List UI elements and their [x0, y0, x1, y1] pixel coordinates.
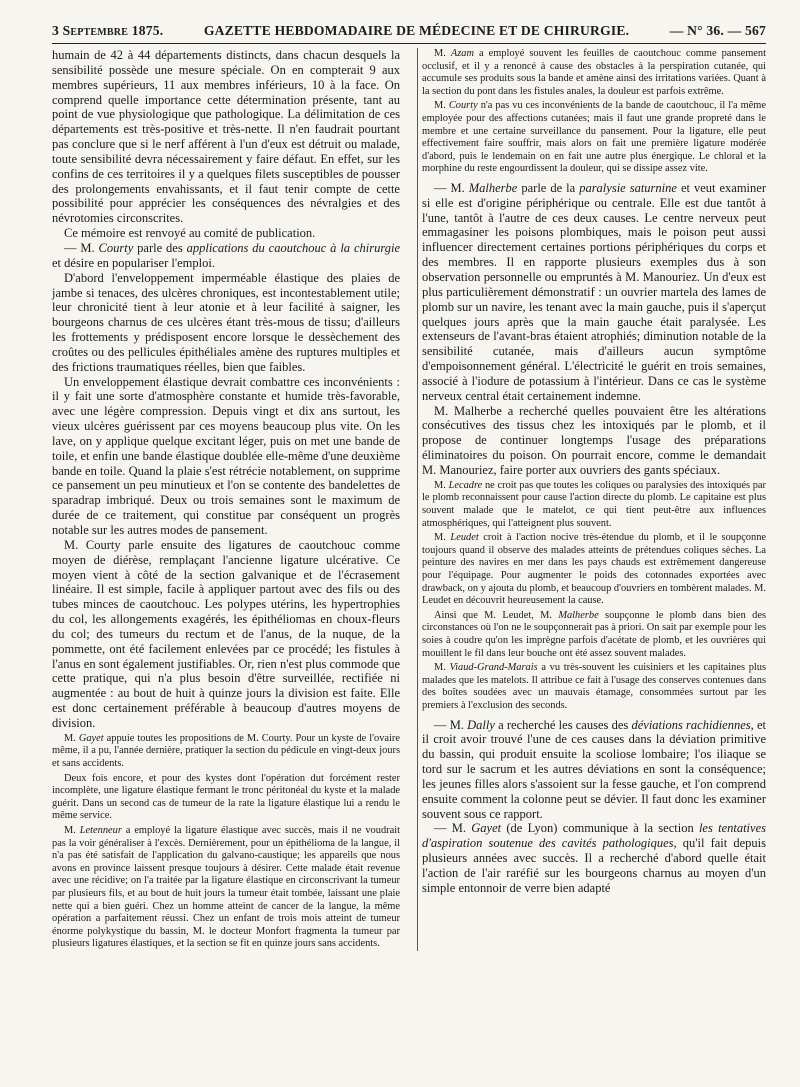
speaker-name: Courty	[98, 240, 134, 255]
paragraph-malherbe: — M. Malherbe parle de la paralysie saturnine et veut examiner si elle est d'origine périphérique ou centrale. Elle est due tantôt à l'une, tantôt à l'autre de ces deux causes. Le centre nerveux peut emmagasiner les poisons plombiques, mais le poison peut aussi influencer directement certaines portions périphériques du corps et des membres. Il en rapporte plusieurs exemples dus à son observation personnelle ou empruntés à M. Manouriez. Un d'eux est plus particulièrement démonstratif : un ouvrier martela des lames de plomb sur un navire, les tenant avec la main gauche, puis il s'aperçut quelques jours après que la main gauche était paralysée. Les extenseurs de l'avant-bras étaient atrophiés; diminution notable de la sensibilité cutanée, mais d'ailleurs aucun symptôme d'empoisonnement général. L'électricité le guérit en trois semaines, associé à l'iodure de potassium à l'intérieur. Dans ce cas le système nerveux central était certainement indemne.	[422, 180, 766, 403]
date-month: Septembre	[62, 23, 129, 38]
paragraph-letenneur: M. Letenneur a employé la ligature élastique avec succès, mais il ne voudrait pas la voir généraliser à l'excès. Dernièrement, pour un épithélioma de la langue, il n'a pas été satisfait de l'application du galvano-caustique; les appareils que nous avons en province laissent presque toujours à désirer. Cette malade était revenue avec une récidive; on l'a traitée par la ligature élastique en circonscrivant la tumeur par plusieurs fils, et au bout de huit jours la tumeur était tombée, laissant une plaie nette qui a bien guéri. Chez un homme atteint de cancer de la langue, la même opération a parfaitement réussi. Chez un enfant de trois mois atteint de tumeur énorme polykystique du bassin, M. le docteur Monfort fragmenta la tumeur par plusieurs ligatures élastiques, et la section se fit en quinze jours sans accidents.	[52, 824, 400, 950]
paragraph-kystes: Deux fois encore, et pour des kystes dont l'opération dut forcément rester incomplète, une ligature élastique fermant le tronc péritonéal du kyste et la malade guérit. Dans un second cas de tumeur de la rate la ligature élastique lui a rendu le même service.	[52, 772, 400, 822]
speaker-name: Courty	[448, 100, 478, 112]
paragraph-malherbe-tissues: M. Malherbe a recherché quelles pouvaient être les altérations consécutives des tissus chez les intoxiqués par le plomb, et il propose de continuer longtemps l'usage des préparations éliminatoires du poison. On pourrait encore, comme le demandait M. Manouriez, faire porter aux ouvriers des gants spéciaux.	[422, 403, 766, 477]
paragraph-lecadre: M. Lecadre ne croit pas que toutes les coliques ou paralysies des intoxiqués par le plomb reconnaissent pour cause l'action directe du plomb. Le capitaine est plus souvent malade que le matelot, ce qui tient peut-être aux influences atmosphériques, qui l'atteignent plus souvent.	[422, 479, 767, 529]
speaker-name: Gayet	[471, 821, 502, 836]
date-year: 1875.	[131, 23, 164, 38]
right-column	[417, 48, 766, 951]
paragraph-leudet: M. Leudet croit à l'action nocive très-étendue du plomb, et il le soupçonne toujours quand il observe des malades atteints de prétendues coliques sèches. La peinture des navires en mer dans les pays chauds est extrêmement dangereuse pour l'équipage. Pour augmenter le poids des cotonnades exportées avec drawback, on y ajouta du plomb, et beaucoup d'ouvriers en tombèrent malades. M. Leudet en découvrit heureusement la cause.	[422, 532, 766, 607]
topic-title: les tentatives d'aspiration soutenue des cavités pathologiques	[422, 821, 766, 851]
paragraph-ulcers: D'abord l'enveloppement imperméable élastique des plaies de jambe si tenaces, des ulcères chroniques, est incontestablement utile; leur chronicité tient à leur atonie et à leur facilité à saigner, les bourgeons charnus de ces ulcères étant très-mous de tissu; d'ailleurs les frottements y prédisposent encore lorsque le dessèchement des croûtes ou des pellicules épithéliales amène des ruptures multiples et des frictions traumatiques réelles, bien que faibles.	[52, 270, 400, 374]
columns	[52, 44, 766, 951]
paragraph-referral: Ce mémoire est renvoyé au comité de publication.	[64, 226, 316, 241]
paragraph-ligatures: M. Courty parle ensuite des ligatures de caoutchouc comme moyen de diérèse, remplaçant l'ancienne ligature ulcérative. Ce moyen vient à côté de la section galvanique et de l'écrasement linéaire. Il est simple, facile à appliquer partout avec des fils ou des tubes minces de caoutchouc. Les polypes utérins, les hypertrophies du col, les allongements exagérés, les épithéliomas en choux-fleurs du col; des tumeurs du rectum et de l'anus, de la nuque, de la pommette, ont été facilement enlevées par ce procédé; les fistules à l'anus en sont également justifiables. Or, rien n'est plus commode que cette pratique, qui n'a plus besoin d'être surveillée, rectifiée ni augmentée : au bout de huit à quinze jours la division est faite. Elle est donc certainement préférable à beaucoup d'autres moyens de division.	[52, 537, 400, 730]
speaker-name: Lecadre	[448, 479, 483, 491]
issue-number: — N° 36. —	[669, 23, 742, 38]
paragraph-dally: — M. Dally a recherché les causes des déviations rachidiennes, et il croit avoir trouvé l'une de ces causes dans la déviation primitive du bassin, qui produit ensuite la scoliose lombaire; l'os iliaque se tord sur le sacrum et les autres déviations en sont la conséquence; les jeunes filles alors s'assoient sur la fesse gauche, et l'on comprend ensuite comment la colonne peut se dévier. Il faut donc les examiner souvent sous ce rapport.	[422, 717, 766, 821]
topic-title: applications du caoutchouc à la chirurgie	[186, 240, 400, 255]
paragraph-sensibility: humain de 42 à 44 départements distincts, dans chacun desquels la sensibilité possède une mesure spéciale. On en compterait 9 aux membres supérieurs, 11 aux membres inférieurs, 10 à la face. On comprend quelle importance cette détermination présente, tant au point de vue physiologique que pathologique. La délimitation de ces départements est très-positive et très-nette. Il n'en faudrait pourtant pas conclure que si le nerf afférent à l'un d'eux est détruit ou malade, toute sensibilité devra nécessairement y faire défaut. En effet, sur les confins de ces territoires il y a quelques filets susceptibles de pousser des prolongements envahissants, et il faut tenir compte de cette possibilité pour apprécier les conséquences des névralgies et des névrotomies circonscrites.	[52, 48, 400, 226]
paragraph-courty-intro: — M. Courty parle des applications du caoutchouc à la chirurgie et désire en populariser l'emploi.	[52, 240, 400, 270]
speaker-name: Gayet	[78, 732, 104, 744]
topic-title: paralysie saturnine	[579, 180, 677, 195]
paragraph-azam: M. Azam a employé souvent les feuilles de caoutchouc comme pansement occlusif, et il y a renoncé à cause des obstacles à la perspiration cutanée, qui accumule ses produits sous la bande et amène ainsi des irritations variées. Quant à la section du pont dans les fistules anales, la douleur est parfois extrême.	[422, 48, 767, 97]
page-number: 567	[745, 23, 766, 38]
topic-title: déviations rachidiennes	[631, 717, 751, 732]
speaker-name: Malherbe	[468, 180, 518, 195]
paragraph-malherbe-plomb: Ainsi que M. Leudet, M. Malherbe soupçonne le plomb dans bien des circonstances où l'on ne le soupçonnerait pas à priori. On sait par exemple pour les soies à coudre qu'on les imprègne parfois d'acétate de plomb, et les ouvrières qui mouillent le fil dans leur bouche ont été assez souvent malades.	[422, 609, 766, 659]
paragraph-gayet: M. Gayet appuie toutes les propositions de M. Courty. Pour un kyste de l'ovaire même, il a pu, l'année dernière, pratiquer la section du pédicule en vingt-deux jours et sans accidents.	[52, 732, 400, 769]
paragraph-viaud: M. Viaud-Grand-Marais a vu très-souvent les cuisiniers et les capitaines plus malades que les matelots. Il attribue ce fait à l'usage des conserves contenues dans des boîtes soudées avec un mauvais étamage, consommées surtout par les premiers à l'exclusion des seconds.	[422, 662, 767, 711]
issue-date	[52, 23, 163, 39]
speaker-name: Dally	[467, 717, 495, 732]
speaker-name: Letenneur	[79, 824, 122, 836]
paragraph-elastic-wrap: Un enveloppement élastique devrait combattre ces inconvénients : il y fait une sorte d'atmosphère constante et humide très-favorable, avec une légère compression. Depuis vingt et dix ans surtout, les vieux ulcères guérissent par ces moyens beaucoup plus vite. On les lave, on y applique quelque excitant léger, puis on met une bande de toile, et enfin une bande élastique doublée elle-même d'une deuxième bande en toile. Quand la plaie s'est rétrécie notablement, on supprime ce pansement un peu minutieux et l'on se contente des bandelettes de sparadrap imbriqué. Deux ou trois semaines sont le maximum de durée de ce traitement, qui constitue par conséquent un progrès notable sur les autres modes de pansement.	[52, 374, 400, 537]
issue-and-page	[670, 23, 766, 39]
speaker-name: Viaud-Grand-Marais	[449, 662, 538, 674]
speaker-name: Azam	[450, 48, 474, 59]
paragraph-courty-reply: M. Courty n'a pas vu ces inconvénients de la bande de caoutchouc, il l'a même employée pour des affections cutanées; mais il faut une grande propreté dans le membre et une certaine surveillance du pansement. Pour la ligature, elle peut effectivement faire souffrir, mais alors on fait une première ligature modérée d'abord, puis le lendemain on en fait une autre plus énergique. Le chloral et la morphine du reste engourdissent la douleur, qui se dissipe assez vite.	[422, 100, 766, 175]
speaker-name: Leudet	[450, 532, 479, 544]
journal-title: GAZETTE HEBDOMADAIRE DE MÉDECINE ET DE CHIRURGIE.	[203, 23, 630, 38]
date-day: 3	[52, 23, 59, 38]
paragraph-gayet-lyon: — M. Gayet (de Lyon) communique à la section les tentatives d'aspiration soutenue des cavités pathologiques, qu'il fait depuis plusieurs années avec succès. Il a recherché d'abord quelle était l'action de l'air raréfié sur les bourgeons charnus au moyen d'un simple entonnoir de verre bien adapté	[422, 821, 766, 895]
speaker-name: Malherbe	[558, 609, 599, 621]
left-column	[52, 48, 400, 951]
page-header	[52, 0, 766, 44]
